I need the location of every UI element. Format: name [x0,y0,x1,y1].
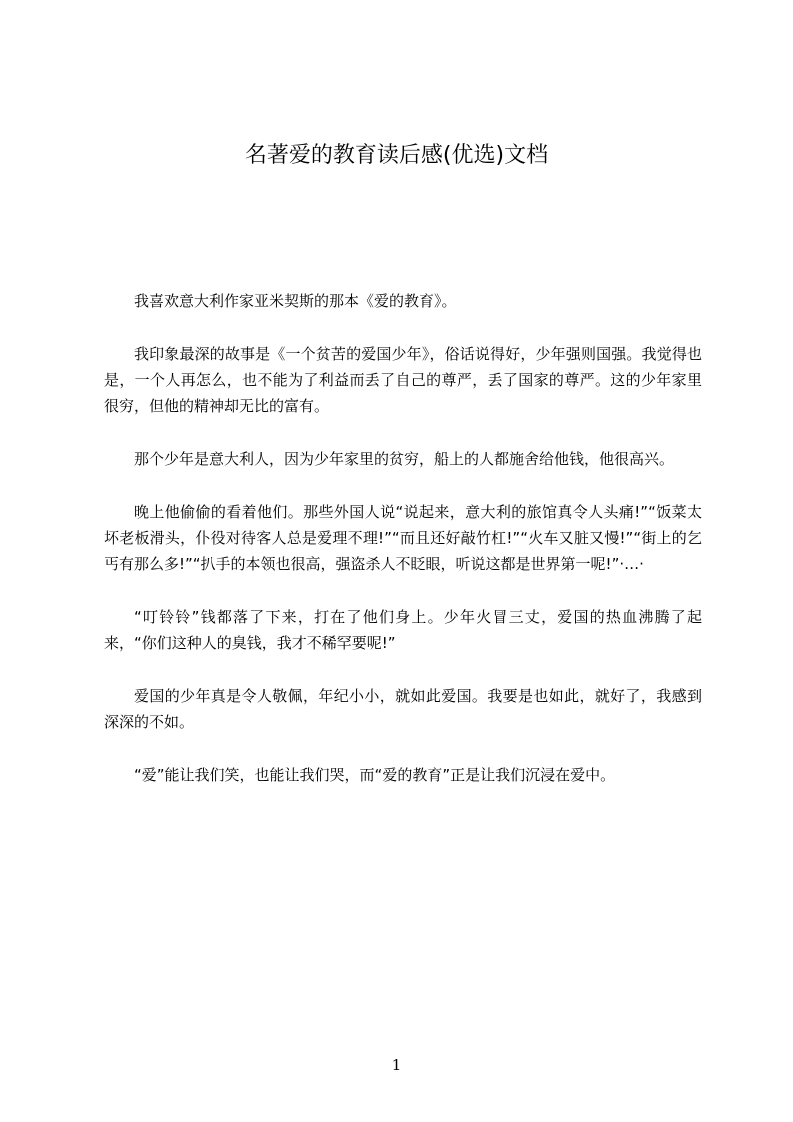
paragraph-7: “爱”能让我们笑，也能让我们哭，而“爱的教育”正是让我们沉浸在爱中。 [134,766,616,784]
paragraph-2: 我印象最深的故事是《一个贫苦的爱国少年》，俗话说得好，少年强则国强。我觉得也是，一个人再怎么，也不能为了利益而丢了自己的尊严，丢了国家的尊严。这的少年家里很穷，但他的精神却无比的富有。 [104,345,702,415]
page-number: 1 [391,1056,402,1074]
document-title: 名著爱的教育读后感(优选)文档 [244,143,549,168]
paragraph-6: 爱国的少年真是令人敬佩，年纪小小，就如此爱国。我要是也如此，就好了，我感到深深的不如。 [104,687,702,731]
document-body [104,288,702,815]
paragraph-4: 晚上他偷偷的看着他们。那些外国人说“说起来，意大利的旅馆真令人头痛!”“饭菜太坏老板滑头，仆役对待客人总是爱理不理!”“而且还好敲竹杠!”“火车又脏又慢!”“街上的乞丐有那么多!”“扒手的本领也很高，强盗杀人不眨眼，听说这都是世界第一呢!”·…· [104,503,702,573]
paragraph-1: 我喜欢意大利作家亚米契斯的那本《爱的教育》。 [134,292,457,310]
paragraph-5: “叮铃铃”钱都落了下来，打在了他们身上。少年火冒三丈，爱国的热血沸腾了起来，“你们这种人的臭钱，我才不稀罕要呢!” [104,608,702,652]
paragraph-3: 那个少年是意大利人，因为少年家里的贫穷，船上的人都施舍给他钱，他很高兴。 [134,450,675,468]
